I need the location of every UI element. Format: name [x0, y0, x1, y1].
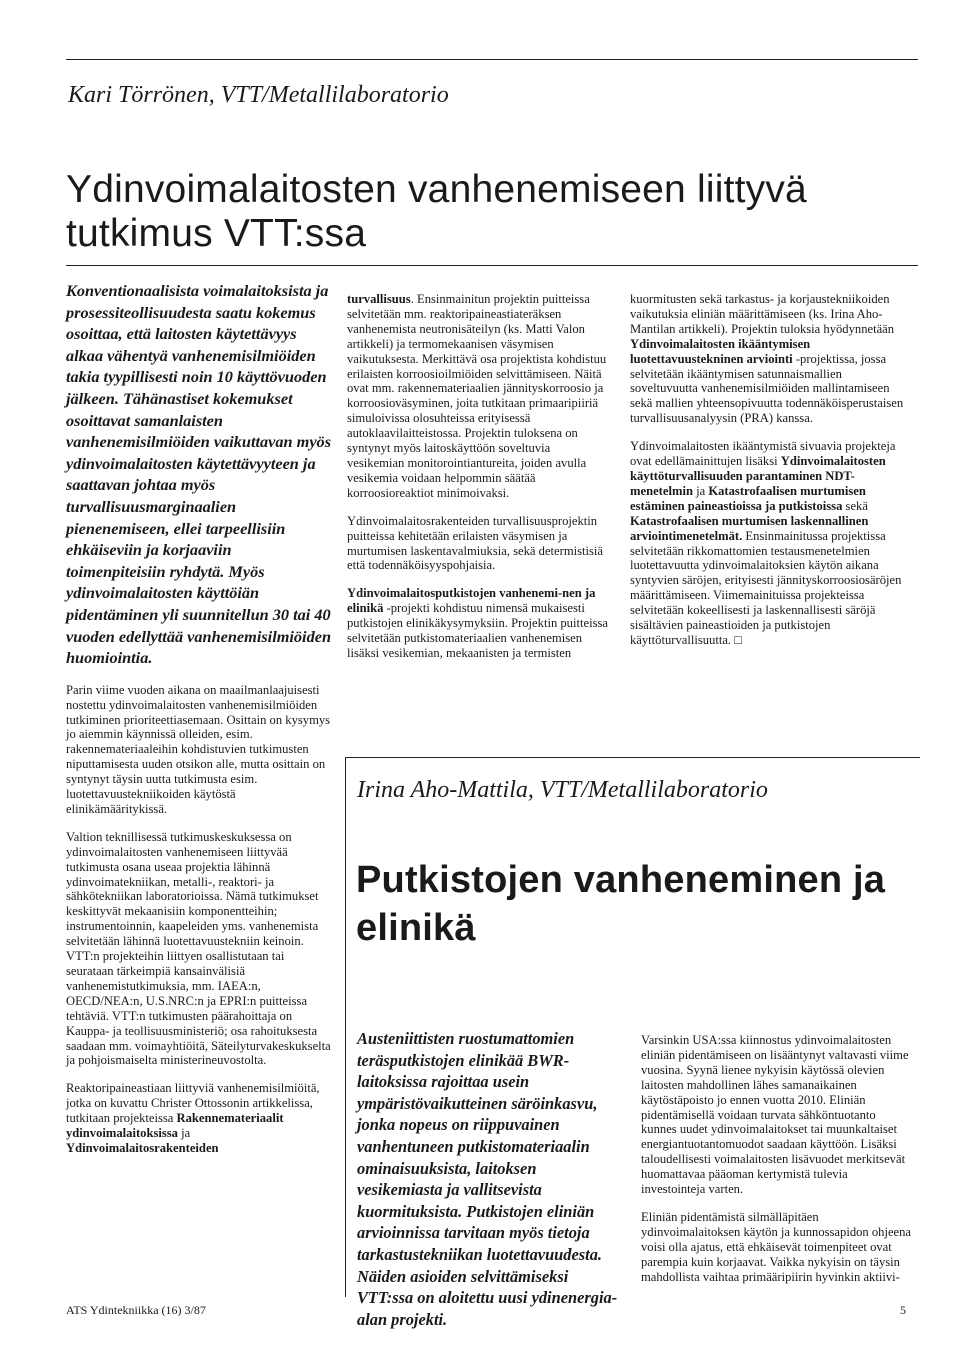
article1-col3-paragraph: kuormitusten sekä tarkastus- ja korjaustekniikoiden vaikutuksia eliniän määrittämiseen (ks. Irina Aho-Mantilan artikkeli). Projektin tuloksia hyödynnetään Ydinvoimalaitosten ikääntymisen luotettavuustekninen arviointi -projektissa, jossa selvitetään ikääntymisen satunnaismallien soveltuvuutta vanhenemisilmiöiden mallintamiseen sekä mallien yhteensopivuutta todennäköisperustaisen turvallisuusanalyysin (PRA) kanssa. [630, 292, 904, 426]
article1-col1-paragraph: Valtion teknillisessä tutkimuskeskuksessa on ydinvoimalaitosten vanhenemiseen liittyvää tutkimusta osana useaa projektia lähinnä ydinvoimatekniikan, metalli-, reaktori- ja sähkötekniikan laboratorioissa. Nämä tutkimukset keskittyvät mekaanisiin komponentteihin; instrumentoinnin, kaapeleiden yms. vanhenemista selvitetään lähinnä luotettavuustekniin keinoin. VTT:n projekteihin liittyen osallistutaan tai seurataan tärkeimpiä kansainvälisiä vanhenemistutkimuksia, mm. IAEA:n, OECD/NEA:n, U.S.NRC:n ja EPRI:n puitteissa tehtäviä. VTT:n tutkimusten päärahoittaja on Kauppa- ja teollisuusministeriö; osa rahoituksesta saadaan mm. voimayhtiöitä, Säteilyturvakeskukselta ja pohjoismaiselta ministerineuvostolta. [66, 829, 331, 1068]
article2-title-line2: elinikä [356, 907, 476, 949]
article1-col2-paragraph: turvallisuus. Ensinmainitun projektin puitteissa selvitetään mm. reaktoripaineastiateräksen vanhenemista neutronisäteilyn (ks. Matti Valon artikkeli) ja termomekaanisen väsymisen vaikutuksesta. Merkittävä osa projektista kohdistuu erilaisten korroosioilmiöiden selvittämiseen. Näitä ovat mm. rakennemateriaalien jännityskorroosio ja korroosioväsyminen, joita tutkitaan primaaripiiriä simuloivissa olosuhteissa erityisessä autoklaavilaitteistossa. Projektin tuloksena on syntynyt myös laitoskäyttöön soveltuvia vesikemian monitorointiantureita, joiden avulla vesikemia voidaan helpommin säätää korroosioreaktiot minimoivaksi. [347, 292, 607, 500]
article1-title-line1: Ydinvoimalaitosten vanhenemiseen liittyvä [66, 168, 807, 211]
article1-col1-paragraph: Reaktoripaineastiaan liittyviä vanhenemisilmiöitä, jotka on kuvattu Christer Ottossonin artikkelissa, tutkitaan projekteissa Rakennemateriaalit ydinvoimalaitoksissa ja Ydinvoimalaitosrakenteiden [66, 1081, 320, 1155]
article1-author: Kari Törrönen, VTT/Metallilaboratorio [68, 82, 449, 108]
article2-lead: Austeniittisten ruostumattomien teräsputkistojen elinikää BWR-laitoksissa rajoittaa usein ympäristövaikutteinen säröinkasvu, jonka nopeus on riippuvainen vanhentuneen putkistomateriaalin ominaisuuksista, laitoksen vesikemiasta ja vallitsevista kuormituksista. Putkistojen eliniän arvioinnissa tarvitaan myös tietoja tarkastustekniikan luotettavuudesta. Näiden asioiden selvittämiseksi VTT:ssa on aloitettu uusi ydinenergia-alan projekti. [357, 1029, 618, 1329]
top-rule [66, 59, 918, 60]
end-mark-icon: □ [734, 632, 742, 647]
article1-column-2 [347, 292, 609, 661]
article1-column-3 [630, 292, 908, 648]
article1-col3-paragraph: Ydinvoimalaitosten ikääntymistä sivuavia projekteja ovat edellämainittujen lisäksi Ydinvoimalaitosten käyttöturvallisuuden parantaminen NDT-menetelmin ja Katastrofaalisen murtumisen estäminen paineastioissa ja putkistoissa sekä Katastrofaalisen murtumisen laskennallinen arviointimenetelmät. Ensinmainitussa projektissa selvitetään rikkomattomien testausmenetelmien luotettavuutta ydinvoimalaitoksien käytön aikana syntyvien säröjen, erityisesti jännityskorroosiosäröjen määrittämiseen. Viimemainituissa projekteissa selvitetään kokeellisesti ja laskennallisesti säröjä sisältävien paineastioiden ja putkistojen käyttöturvallisuutta. □ [630, 439, 902, 647]
article2-column-2 [641, 1033, 911, 1285]
article2-author: Irina Aho-Mattila, VTT/Metallilaboratorio [357, 777, 768, 803]
footer-page-number: 5 [900, 1303, 906, 1317]
article1-title-line2: tutkimus VTT:ssa [66, 212, 367, 255]
article1-title [66, 168, 926, 256]
article1-column-1 [66, 280, 334, 1156]
footer-journal: ATS Ydintekniikka (16) 3/87 [66, 1303, 206, 1317]
title-rule [66, 265, 918, 266]
article1-lead: Konventionaalisista voimalaitoksista ja prosessiteollisuudesta saatu kokemus osoittaa, että laitosten käytettävyys alkaa vähentyä vanhenemisilmiöiden takia tyypillisesti noin 10 käyttövuoden jälkeen. Tähänastiset kokemukset osoittavat samanlaisten vanhenemisilmiöiden vaikuttavan myös ydinvoimalaitosten käytettävyyteen ja saattavan johtaa myös turvallisuusmarginaalien pienenemiseen, ellei tarpeellisiin ehkäiseviin ja korjaaviin toimenpiteisiin ryhdytä. Myös ydinvoimalaitosten käyttöiän pidentäminen yli suunnitellun 30 tai 40 vuoden edellyttää vanhenemisilmiöiden huomiointia. [66, 281, 332, 668]
article2-left-rule [345, 757, 346, 1297]
article1-col2-paragraph: Ydinvoimalaitosrakenteiden turvallisuusprojektin puitteissa kehitetään erilaisten väsymisen ja murtumisen laskentavalmiuksia, sekä determistisiä että todennäköisyyspohjaisia. [347, 513, 604, 573]
article2-title-line1: Putkistojen vanheneminen ja [356, 859, 886, 901]
article2-title [356, 856, 916, 952]
article1-col1-paragraph: Parin viime vuoden aikana on maailmanlaajuisesti nostettu ydinvoimalaitosten vanhenemisilmiöiden tutkiminen prioriteettiasemaan. Osittain on kysymys jo aiemmin käynnissä olleiden, esim. rakennemateriaaleihin kohdistuvien tutkimusten niputtamisesta uuden otsikon alle, mutta osittain on syntynyt täysin uutta tutkimusta esim. luotettavuustekniikoiden käytöstä elinikämääritykissä. [66, 682, 331, 816]
article2-top-rule [345, 757, 920, 758]
article1-col2-paragraph: Ydinvoimalaitosputkistojen vanhenemi-nen ja elinikä -projekti kohdistuu nimensä mukaisesti putkistojen elinikäkysymyksiin. Projektin puitteissa selvitetään putkistomateriaalien vanhenemisen lisäksi vesikemian, mekaanisten ja termisten [347, 586, 608, 660]
article2-paragraph: Varsinkin USA:ssa kiinnostus ydinvoimalaitosten eliniän pidentämiseen on lisääntynyt valtavasti viime vuosina. Syynä lienee nykyisin käytössä olevien laitosten mahdollinen lähes samanaikainen käytöstäpoisto jo ennen vuotta 2010. Eliniän pidentämisellä voidaan turvata sähköntuotanto kunnes uudet ydinvoimalaitokset tai muunkaltaiset energiantuotantomuodot saadaan käyttöön. Lisäksi taloudellisesti voimalaitosten lisävuodet merkitsevät huomattavaa pääoman kertymistä tulevia investointeja varten. [641, 1033, 909, 1197]
article2-paragraph: Eliniän pidentämistä silmälläpitäen ydinvoimalaitoksen käytön ja kunnossapidon ohjeena voisi olla ajatus, että ehkäisevät toimenpiteet ovat parempia kuin korjaavat. Vaikka nykyisin on täysin mahdollista vaihtaa primääripiirin hyvinkin aktiivi- [641, 1209, 912, 1284]
article1-col1-body [66, 683, 334, 1156]
article2-column-1 [357, 1028, 625, 1330]
